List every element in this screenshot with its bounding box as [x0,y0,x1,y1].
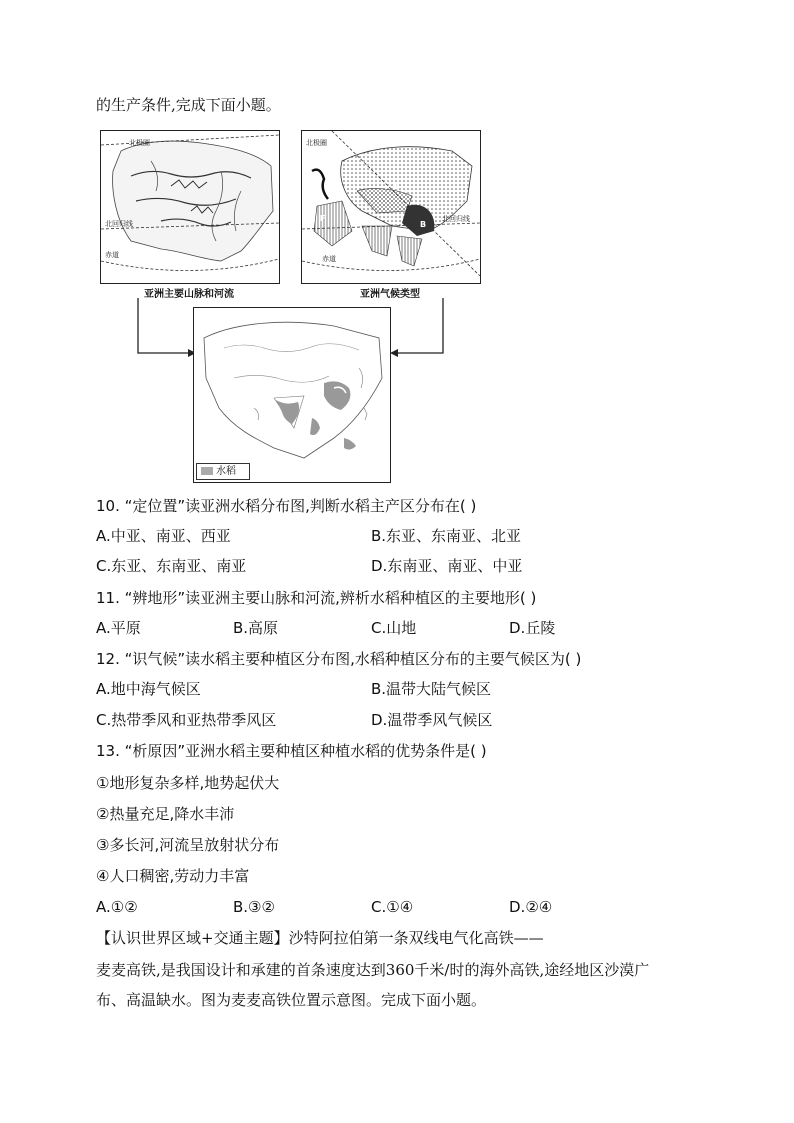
q13-statement-1: ①地形复杂多样,地势起伏大 [96,774,280,792]
q13-option-d[interactable]: D.②④ [509,898,553,916]
q11-option-c[interactable]: C.山地 [371,619,417,637]
q10-option-a[interactable]: A.中亚、南亚、西亚 [96,527,231,545]
q10-option-c[interactable]: C.东亚、东南亚、南亚 [96,557,247,575]
q13-option-b[interactable]: B.③② [233,898,275,916]
asia-mountains-rivers-map [100,130,280,284]
q12-option-a[interactable]: A.地中海气候区 [96,680,201,698]
asia-relief-illustration [101,131,279,283]
q13-statement-3: ③多长河,河流呈放射状分布 [96,836,280,854]
equator-label: 赤道 [322,255,336,263]
section-heading: 【认识世界区域+交通主题】沙特阿拉伯第一条双线电气化高铁—— [96,929,544,947]
region-f-label: F [320,214,326,223]
section-text-line-2: 麦麦高铁,是我国设计和承建的首条速度达到360千米/时的海外高铁,途经地区沙漠广 [96,961,650,979]
question-12-stem: 12. “识气候”读水稻主要种植区分布图,水稻种植区分布的主要气候区为( ) [96,650,582,668]
rice-distribution-illustration [194,308,390,482]
arctic-circle-label: 北极圈 [129,139,150,147]
equator-label: 赤道 [105,251,119,259]
question-10-stem: 10. “定位置”读亚洲水稻分布图,判断水稻主产区分布在( ) [96,497,477,515]
q11-option-d[interactable]: D.丘陵 [509,619,556,637]
q13-statement-4: ④人口稠密,劳动力丰富 [96,867,250,885]
q13-option-c[interactable]: C.①④ [371,898,414,916]
q10-option-d[interactable]: D.东南亚、南亚、中亚 [371,557,523,575]
q12-option-c[interactable]: C.热带季风和亚热带季风区 [96,711,277,729]
question-11-stem: 11. “辨地形”读亚洲主要山脉和河流,辨析水稻种植区的主要地形( ) [96,589,537,607]
section-text-line-3: 布、高温缺水。图为麦麦高铁位置示意图。完成下面小题。 [96,991,487,1009]
q10-option-b[interactable]: B.东亚、东南亚、北亚 [371,527,522,545]
region-e-label: E [394,182,400,191]
question-13-stem: 13. “析原因”亚洲水稻主要种植区种植水稻的优势条件是( ) [96,742,487,760]
q12-option-b[interactable]: B.温带大陆气候区 [371,680,492,698]
q11-option-a[interactable]: A.平原 [96,619,141,637]
rice-legend-label: 水稻 [216,466,236,477]
tropic-label: 北回归线 [105,220,133,228]
rice-legend [196,463,250,480]
q11-option-b[interactable]: B.高原 [233,619,279,637]
asia-climate-illustration [302,131,480,283]
tropic-label: 北回归线 [442,215,470,223]
asia-rice-distribution-map [193,307,391,483]
arctic-circle-label: 北极圈 [306,139,327,147]
q13-statement-2: ②热量充足,降水丰沛 [96,805,235,823]
intro-text: 的生产条件,完成下面小题。 [96,96,281,114]
q12-option-d[interactable]: D.温带季风气候区 [371,711,493,729]
right-map-caption: 亚洲气候类型 [360,289,420,300]
q13-option-a[interactable]: A.①② [96,898,138,916]
asia-climate-map [301,130,481,284]
left-map-caption: 亚洲主要山脉和河流 [144,289,234,300]
region-b-label: B [420,220,427,229]
rice-swatch [201,467,213,475]
